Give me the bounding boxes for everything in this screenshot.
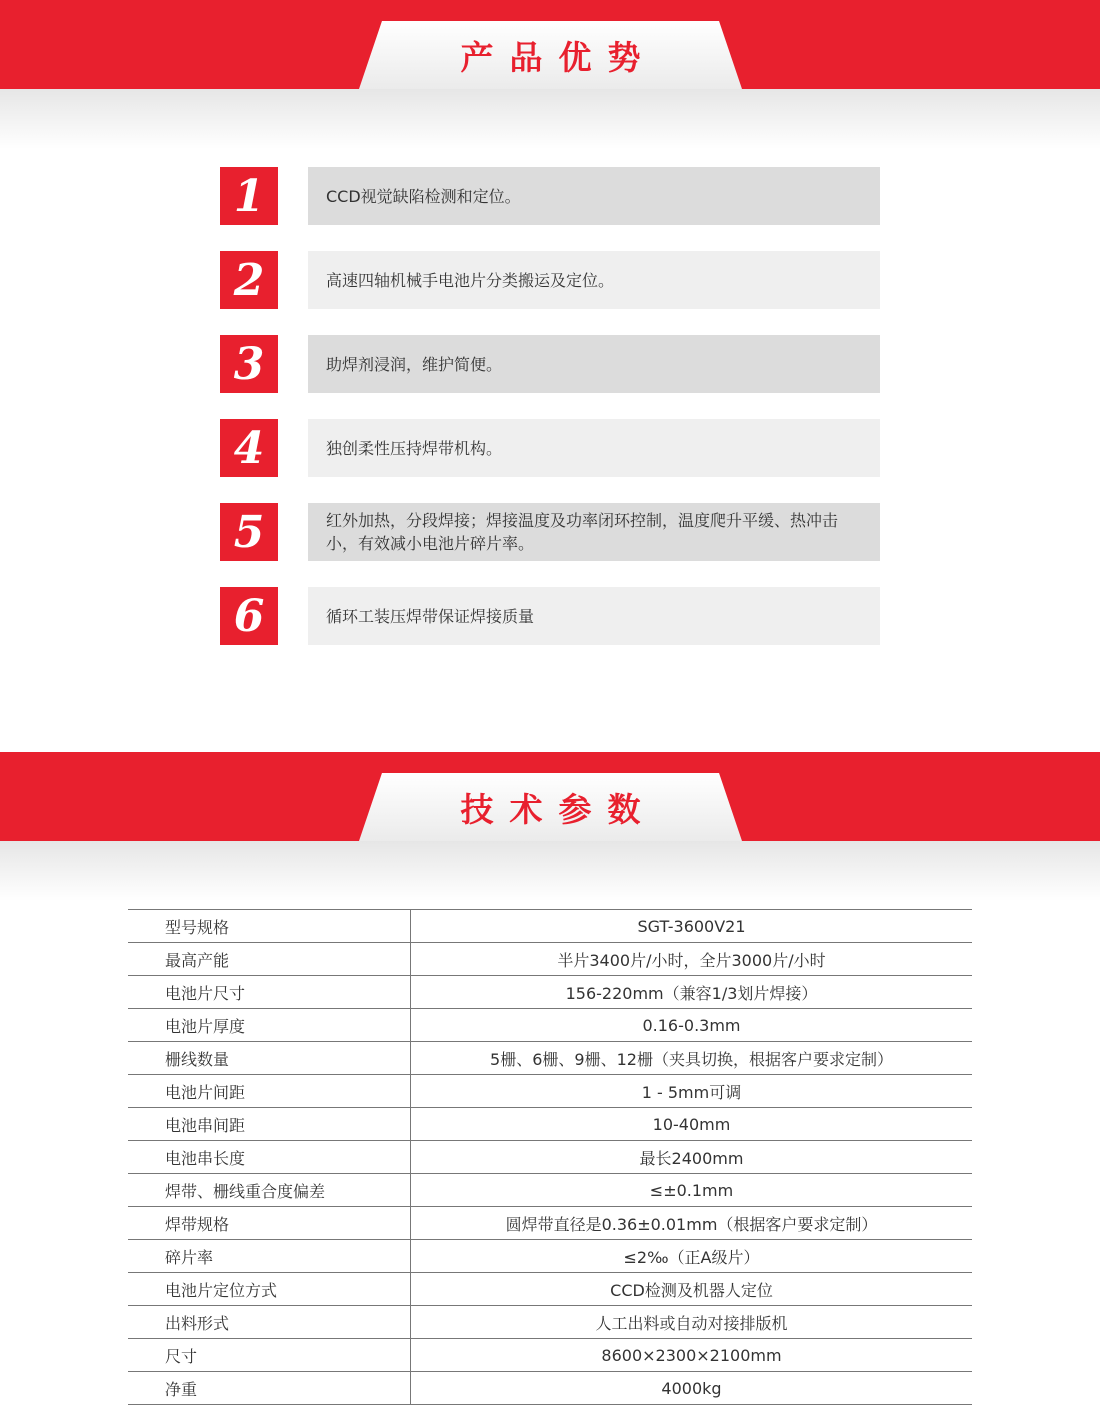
- advantages-title: 产品优势: [460, 37, 657, 77]
- advantage-number: 1: [220, 167, 278, 225]
- spec-key: 栅线数量: [128, 1042, 411, 1075]
- advantage-number: 3: [220, 335, 278, 393]
- advantage-item: [220, 335, 880, 393]
- advantage-text: 独创柔性压持焊带机构。: [308, 419, 880, 477]
- spec-value: ≤2‰（正A级片）: [411, 1240, 973, 1273]
- spec-value: 0.16-0.3mm: [411, 1009, 973, 1042]
- specs-title: 技术参数: [460, 789, 657, 829]
- spec-key: 电池片厚度: [128, 1009, 411, 1042]
- table-row: [128, 943, 972, 976]
- spec-key: 电池片尺寸: [128, 976, 411, 1009]
- advantage-item: [220, 251, 880, 309]
- table-row: [128, 910, 972, 943]
- spec-value: 1 - 5mm可调: [411, 1075, 973, 1108]
- table-row: [128, 1141, 972, 1174]
- spec-value: SGT-3600V21: [411, 910, 973, 943]
- spec-value: 4000kg: [411, 1372, 973, 1405]
- table-row: [128, 1009, 972, 1042]
- advantage-number: 2: [220, 251, 278, 309]
- spec-key: 出料形式: [128, 1306, 411, 1339]
- spec-key: 碎片率: [128, 1240, 411, 1273]
- spec-value: 圆焊带直径是0.36±0.01mm（根据客户要求定制）: [411, 1207, 973, 1240]
- spec-key: 电池片定位方式: [128, 1273, 411, 1306]
- spec-value: 5栅、6栅、9栅、12栅（夹具切换，根据客户要求定制）: [411, 1042, 973, 1075]
- advantage-item: [220, 167, 880, 225]
- spec-key: 最高产能: [128, 943, 411, 976]
- advantage-text: 红外加热，分段焊接；焊接温度及功率闭环控制，温度爬升平缓、热冲击小，有效减小电池片碎片率。: [308, 503, 880, 561]
- table-row: [128, 1372, 972, 1405]
- spec-value: 最长2400mm: [411, 1141, 973, 1174]
- table-row: [128, 1273, 972, 1306]
- spec-key: 电池串间距: [128, 1108, 411, 1141]
- spec-value: 10-40mm: [411, 1108, 973, 1141]
- advantage-item: [220, 587, 880, 645]
- table-row: [128, 1306, 972, 1339]
- advantages-list: [220, 167, 880, 671]
- spec-key: 型号规格: [128, 910, 411, 943]
- advantage-number: 5: [220, 503, 278, 561]
- spec-value: 人工出料或自动对接排版机: [411, 1306, 973, 1339]
- table-row: [128, 1207, 972, 1240]
- table-row: [128, 1174, 972, 1207]
- advantage-number: 6: [220, 587, 278, 645]
- specs-header: [0, 752, 1100, 892]
- spec-value: 156-220mm（兼容1/3划片焊接）: [411, 976, 973, 1009]
- spec-key: 尺寸: [128, 1339, 411, 1372]
- advantage-text: 助焊剂浸润，维护简便。: [308, 335, 880, 393]
- spec-key: 净重: [128, 1372, 411, 1405]
- header-shadow: [0, 89, 1100, 149]
- table-row: [128, 1108, 972, 1141]
- spec-value: CCD检测及机器人定位: [411, 1273, 973, 1306]
- header-shadow: [0, 841, 1100, 901]
- advantage-text: 高速四轴机械手电池片分类搬运及定位。: [308, 251, 880, 309]
- table-row: [128, 1240, 972, 1273]
- advantages-header: [0, 0, 1100, 140]
- table-row: [128, 976, 972, 1009]
- advantage-text: CCD视觉缺陷检测和定位。: [308, 167, 880, 225]
- spec-value: 半片3400片/小时，全片3000片/小时: [411, 943, 973, 976]
- spec-value: 8600×2300×2100mm: [411, 1339, 973, 1372]
- specs-table: [128, 909, 972, 1405]
- spec-key: 焊带规格: [128, 1207, 411, 1240]
- advantage-item: [220, 503, 880, 561]
- table-row: [128, 1042, 972, 1075]
- advantage-number: 4: [220, 419, 278, 477]
- spec-value: ≤±0.1mm: [411, 1174, 973, 1207]
- table-row: [128, 1075, 972, 1108]
- spec-key: 电池片间距: [128, 1075, 411, 1108]
- spec-key: 焊带、栅线重合度偏差: [128, 1174, 411, 1207]
- advantage-text: 循环工装压焊带保证焊接质量: [308, 587, 880, 645]
- table-row: [128, 1339, 972, 1372]
- advantage-item: [220, 419, 880, 477]
- spec-key: 电池串长度: [128, 1141, 411, 1174]
